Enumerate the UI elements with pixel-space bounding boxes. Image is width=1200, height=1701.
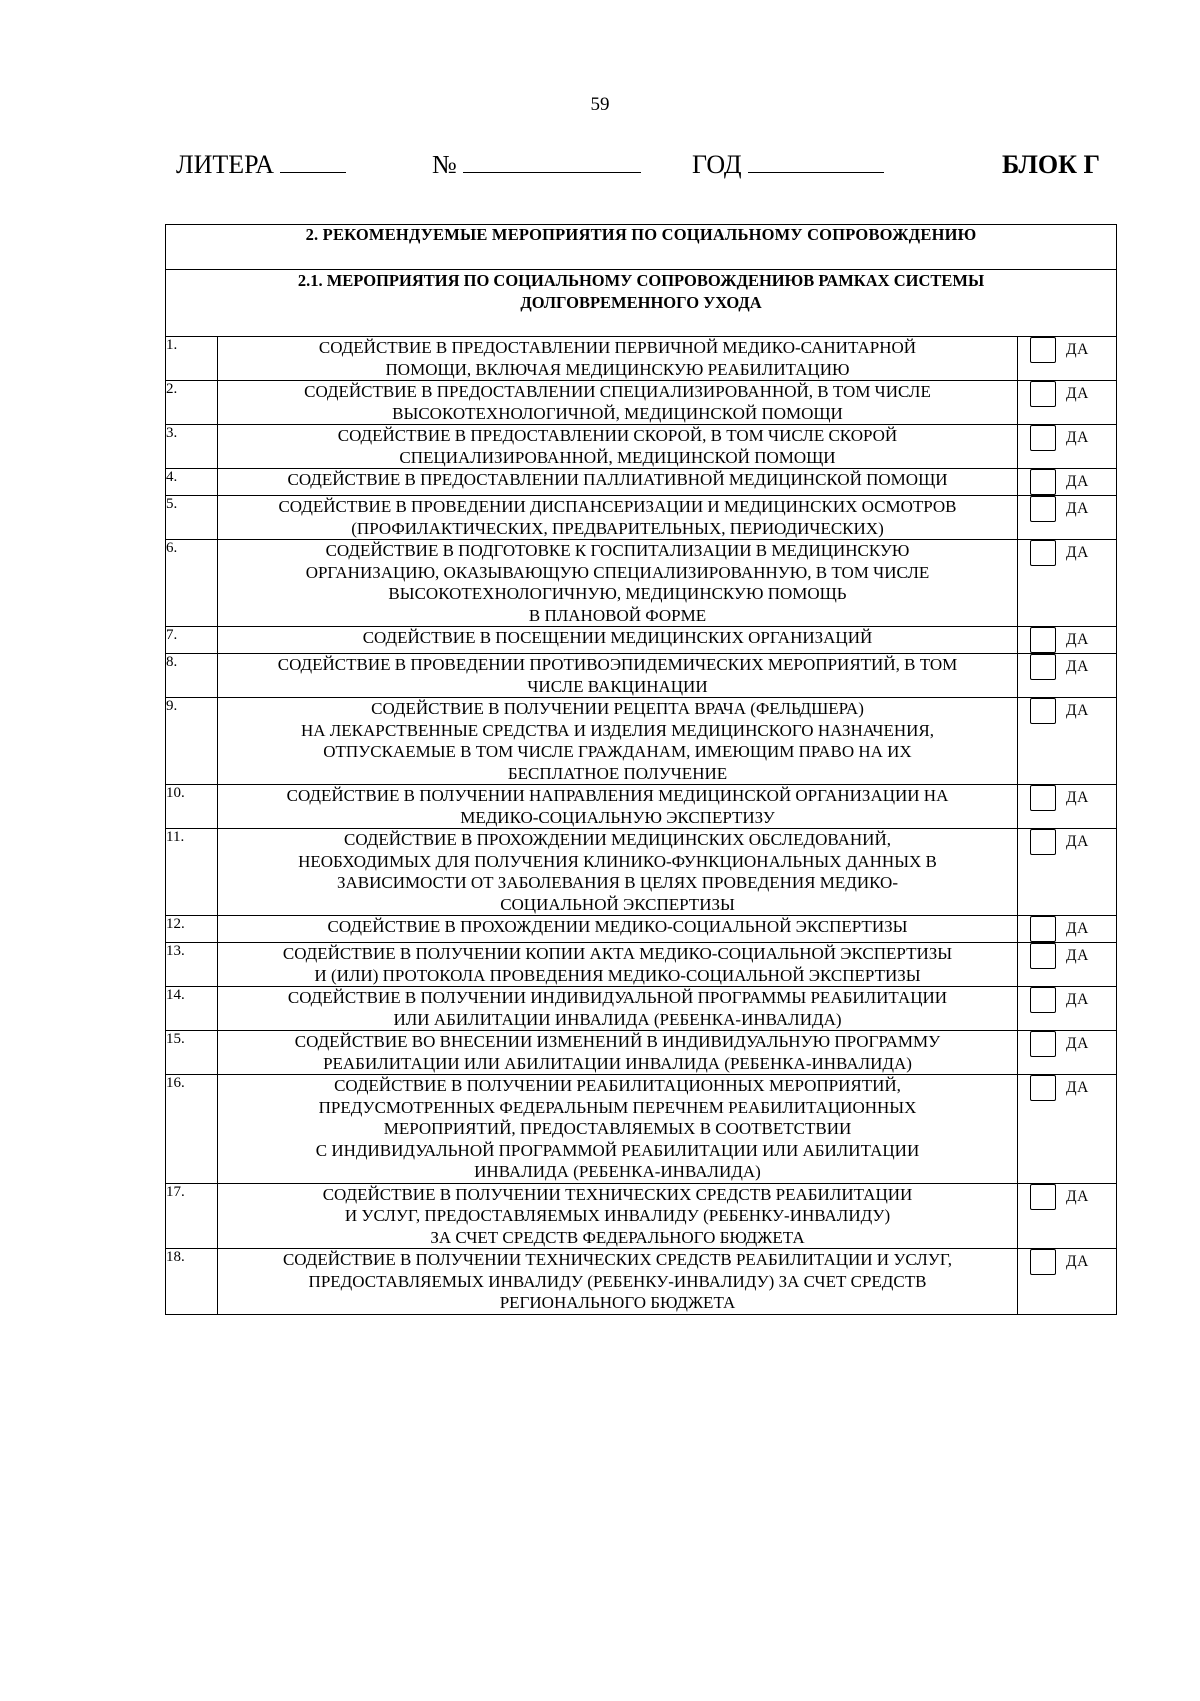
measure-description — [218, 381, 1018, 425]
table-row — [166, 943, 1117, 987]
measure-description-line: СОДЕЙСТВИЕ В ПОДГОТОВКЕ К ГОСПИТАЛИЗАЦИИ В МЕДИЦИНСКУЮ — [325, 541, 910, 560]
yes-checkbox-group[interactable] — [1018, 381, 1116, 407]
measure-description-line: СОДЕЙСТВИЕ В ПОЛУЧЕНИИ ТЕХНИЧЕСКИХ СРЕДСТВ РЕАБИЛИТАЦИИ И УСЛУГ, — [282, 1250, 953, 1269]
yes-checkbox[interactable] — [1030, 425, 1056, 451]
measure-description — [218, 425, 1018, 469]
measure-description-line: РЕГИОНАЛЬНОГО БЮДЖЕТА — [499, 1293, 736, 1312]
measure-description-line: СОЦИАЛЬНОЙ ЭКСПЕРТИЗЫ — [500, 894, 735, 914]
measure-description-line: СОДЕЙСТВИЕ В ПРЕДОСТАВЛЕНИИ ПАЛЛИАТИВНОЙ МЕДИЦИНСКОЙ ПОМОЩИ — [287, 470, 948, 489]
measure-description — [218, 337, 1018, 381]
measure-description-line: СОДЕЙСТВИЕ В ПОСЕЩЕНИИ МЕДИЦИНСКИХ ОРГАНИЗАЦИЙ — [362, 628, 873, 647]
yes-cell — [1018, 1031, 1117, 1075]
measure-description-line: ЧИСЛЕ ВАКЦИНАЦИИ — [527, 676, 708, 696]
year-label: ГОД — [692, 150, 742, 179]
measure-description — [218, 916, 1018, 943]
yes-checkbox[interactable] — [1030, 540, 1056, 566]
yes-checkbox-group[interactable] — [1018, 496, 1116, 522]
measure-description-line: СОДЕЙСТВИЕ В ПРОВЕДЕНИИ ПРОТИВОЭПИДЕМИЧЕСКИХ МЕРОПРИЯТИЙ, В ТОМ — [277, 655, 958, 674]
subsection-title-line: ДОЛГОВРЕМЕННОГО УХОДА — [520, 293, 762, 312]
yes-checkbox[interactable] — [1030, 1075, 1056, 1101]
measure-description-line: СОДЕЙСТВИЕ В ПРОХОЖДЕНИИ МЕДИКО-СОЦИАЛЬНОЙ ЭКСПЕРТИЗЫ — [327, 917, 908, 936]
row-number: 14. — [166, 987, 218, 1031]
yes-cell — [1018, 1183, 1117, 1249]
yes-label: ДА — [1066, 1187, 1089, 1205]
yes-label: ДА — [1066, 833, 1089, 850]
yes-label: ДА — [1066, 991, 1089, 1008]
litera-blank-line[interactable] — [280, 171, 346, 173]
year-field — [692, 150, 884, 180]
yes-cell — [1018, 469, 1117, 496]
yes-label: ДА — [1066, 947, 1089, 964]
row-number: 3. — [166, 425, 218, 469]
yes-checkbox-group[interactable] — [1018, 469, 1116, 495]
yes-label: ДА — [1066, 1079, 1089, 1096]
measure-description — [218, 540, 1018, 627]
measure-description-line: И УСЛУГ, ПРЕДОСТАВЛЯЕМЫХ ИНВАЛИДУ (РЕБЕНКУ-ИНВАЛИДУ) — [344, 1206, 891, 1225]
yes-label: ДА — [1066, 429, 1089, 446]
row-number: 5. — [166, 496, 218, 540]
yes-cell — [1018, 916, 1117, 943]
page-number: 59 — [590, 94, 610, 115]
yes-cell — [1018, 627, 1117, 654]
row-number: 10. — [166, 785, 218, 829]
table-row — [166, 654, 1117, 698]
measure-description-line: ВЫСОКОТЕХНОЛОГИЧНУЮ, МЕДИЦИНСКУЮ ПОМОЩЬ — [388, 584, 847, 603]
measure-description-line: ПРЕДУСМОТРЕННЫХ ФЕДЕРАЛЬНЫМ ПЕРЕЧНЕМ РЕАБИЛИТАЦИОННЫХ — [318, 1097, 917, 1117]
measure-description-line: СОДЕЙСТВИЕ В ПОЛУЧЕНИИ ИНДИВИДУАЛЬНОЙ ПРОГРАММЫ РЕАБИЛИТАЦИИ — [287, 988, 948, 1007]
row-number: 4. — [166, 469, 218, 496]
yes-label: ДА — [1066, 544, 1089, 561]
measure-description-line: ЗА СЧЕТ СРЕДСТВ ФЕДЕРАЛЬНОГО БЮДЖЕТА — [430, 1227, 805, 1247]
yes-cell — [1018, 337, 1117, 381]
yes-checkbox-group[interactable] — [1018, 654, 1116, 680]
measure-description-line: ИЛИ АБИЛИТАЦИИ ИНВАЛИДА (РЕБЕНКА-ИНВАЛИДА) — [393, 1009, 842, 1029]
yes-cell — [1018, 829, 1117, 916]
yes-checkbox[interactable] — [1030, 496, 1056, 522]
table-row — [166, 1249, 1117, 1315]
measure-description-line: (ПРОФИЛАКТИЧЕСКИХ, ПРЕДВАРИТЕЛЬНЫХ, ПЕРИОДИЧЕСКИХ) — [351, 518, 884, 538]
measure-description-line: РЕАБИЛИТАЦИИ ИЛИ АБИЛИТАЦИИ ИНВАЛИДА (РЕБЕНКА-ИНВАЛИДА) — [323, 1053, 912, 1073]
yes-cell — [1018, 381, 1117, 425]
yes-cell — [1018, 540, 1117, 627]
measure-description — [218, 654, 1018, 698]
yes-label: ДА — [1066, 631, 1089, 648]
yes-cell — [1018, 654, 1117, 698]
yes-checkbox[interactable] — [1030, 337, 1056, 363]
measure-description-line: СОДЕЙСТВИЕ В ПРЕДОСТАВЛЕНИИ СКОРОЙ, В ТОМ ЧИСЛЕ СКОРОЙ — [337, 426, 898, 445]
measure-description-line: СОДЕЙСТВИЕ В ПОЛУЧЕНИИ КОПИИ АКТА МЕДИКО-СОЦИАЛЬНОЙ ЭКСПЕРТИЗЫ — [282, 944, 953, 963]
yes-label: ДА — [1066, 920, 1089, 937]
yes-checkbox[interactable] — [1030, 829, 1056, 855]
measure-description — [218, 496, 1018, 540]
measure-description-line: ОТПУСКАЕМЫЕ В ТОМ ЧИСЛЕ ГРАЖДАНАМ, ИМЕЮЩИМ ПРАВО НА ИХ — [323, 742, 912, 761]
measure-description-line: СОДЕЙСТВИЕ В ПРЕДОСТАВЛЕНИИ СПЕЦИАЛИЗИРОВАННОЙ, В ТОМ ЧИСЛЕ — [304, 382, 931, 401]
measure-description — [218, 1075, 1018, 1184]
yes-checkbox[interactable] — [1030, 785, 1056, 811]
table-row — [166, 1075, 1117, 1184]
measure-description-line: ПОМОЩИ, ВКЛЮЧАЯ МЕДИЦИНСКУЮ РЕАБИЛИТАЦИЮ — [385, 359, 850, 379]
yes-checkbox[interactable] — [1030, 627, 1056, 653]
yes-checkbox-group[interactable] — [1018, 337, 1116, 363]
measure-description-line: ВЫСОКОТЕХНОЛОГИЧНОЙ, МЕДИЦИНСКОЙ ПОМОЩИ — [392, 403, 843, 423]
yes-cell — [1018, 987, 1117, 1031]
yes-checkbox[interactable] — [1030, 1184, 1056, 1210]
measure-description-line: СПЕЦИАЛИЗИРОВАННОЙ, МЕДИЦИНСКОЙ ПОМОЩИ — [399, 447, 836, 467]
measure-description-line: СОДЕЙСТВИЕ В ПОЛУЧЕНИИ РЕЦЕПТА ВРАЧА (ФЕЛЬДШЕРА) — [371, 699, 864, 718]
yes-checkbox-group[interactable] — [1018, 943, 1116, 969]
measure-description-line: С ИНДИВИДУАЛЬНОЙ ПРОГРАММОЙ РЕАБИЛИТАЦИИ ИЛИ АБИЛИТАЦИИ — [315, 1140, 920, 1160]
row-number: 12. — [166, 916, 218, 943]
yes-checkbox[interactable] — [1030, 1249, 1056, 1275]
yes-cell — [1018, 698, 1117, 785]
yes-cell — [1018, 425, 1117, 469]
yes-label: ДА — [1066, 341, 1089, 358]
measure-description-line: МЕДИКО-СОЦИАЛЬНУЮ ЭКСПЕРТИЗУ — [460, 807, 775, 827]
yes-checkbox-group[interactable] — [1018, 1249, 1116, 1275]
measure-description — [218, 1249, 1018, 1315]
row-number: 6. — [166, 540, 218, 627]
row-number: 1. — [166, 337, 218, 381]
measure-description — [218, 469, 1018, 496]
measure-description-line: ЗАВИСИМОСТИ ОТ ЗАБОЛЕВАНИЯ В ЦЕЛЯХ ПРОВЕДЕНИЯ МЕДИКО- — [337, 873, 898, 892]
measure-description — [218, 785, 1018, 829]
measure-description-line: ОРГАНИЗАЦИЮ, ОКАЗЫВАЮЩУЮ СПЕЦИАЛИЗИРОВАННУЮ, В ТОМ ЧИСЛЕ — [305, 562, 930, 582]
table-row — [166, 987, 1117, 1031]
yes-cell — [1018, 496, 1117, 540]
row-number: 9. — [166, 698, 218, 785]
measure-description-line: БЕСПЛАТНОЕ ПОЛУЧЕНИЕ — [507, 763, 728, 783]
measure-description — [218, 829, 1018, 916]
yes-label: ДА — [1066, 1253, 1089, 1270]
row-number: 11. — [166, 829, 218, 916]
table-row — [166, 469, 1117, 496]
yes-label: ДА — [1066, 473, 1089, 490]
year-blank-line[interactable] — [748, 171, 884, 173]
measure-description-line: СОДЕЙСТВИЕ ВО ВНЕСЕНИИ ИЗМЕНЕНИЙ В ИНДИВИДУАЛЬНУЮ ПРОГРАММУ — [294, 1032, 941, 1051]
measure-description-line: СОДЕЙСТВИЕ В ПРЕДОСТАВЛЕНИИ ПЕРВИЧНОЙ МЕДИКО-САНИТАРНОЙ — [318, 338, 917, 357]
litera-label: ЛИТЕРА — [176, 150, 275, 179]
yes-checkbox-group[interactable] — [1018, 785, 1116, 811]
yes-checkbox[interactable] — [1030, 698, 1056, 724]
subsection-row — [166, 270, 1117, 337]
yes-checkbox-group[interactable] — [1018, 916, 1116, 942]
table-row — [166, 1031, 1117, 1075]
row-number: 16. — [166, 1075, 218, 1184]
yes-checkbox[interactable] — [1030, 943, 1056, 969]
table-row — [166, 496, 1117, 540]
yes-checkbox[interactable] — [1030, 916, 1056, 942]
measure-description-line: НА ЛЕКАРСТВЕННЫЕ СРЕДСТВА И ИЗДЕЛИЯ МЕДИЦИНСКОГО НАЗНАЧЕНИЯ, — [300, 720, 935, 740]
measure-description-line: СОДЕЙСТВИЕ В ПРОВЕДЕНИИ ДИСПАНСЕРИЗАЦИИ И МЕДИЦИНСКИХ ОСМОТРОВ — [278, 497, 957, 516]
number-label: № — [432, 150, 457, 179]
table-row — [166, 425, 1117, 469]
measure-description — [218, 1031, 1018, 1075]
table-row — [166, 785, 1117, 829]
measure-description-line: СОДЕЙСТВИЕ В ПОЛУЧЕНИИ НАПРАВЛЕНИЯ МЕДИЦИНСКОЙ ОРГАНИЗАЦИИ НА — [286, 786, 949, 805]
row-number: 8. — [166, 654, 218, 698]
measure-description-line: СОДЕЙСТВИЕ В ПОЛУЧЕНИИ РЕАБИЛИТАЦИОННЫХ МЕРОПРИЯТИЙ, — [334, 1076, 901, 1095]
table-row — [166, 916, 1117, 943]
yes-label: ДА — [1066, 500, 1089, 517]
measure-description — [218, 1183, 1018, 1249]
measure-description — [218, 627, 1018, 654]
measures-table — [165, 224, 1117, 1315]
measure-description — [218, 698, 1018, 785]
yes-checkbox[interactable] — [1030, 1031, 1056, 1057]
measure-description-line: НЕОБХОДИМЫХ ДЛЯ ПОЛУЧЕНИЯ КЛИНИКО-ФУНКЦИОНАЛЬНЫХ ДАННЫХ В — [298, 851, 937, 871]
table-row — [166, 337, 1117, 381]
subsection-title — [166, 270, 1117, 337]
yes-label: ДА — [1066, 702, 1089, 719]
block-label: БЛОК Г — [1001, 150, 1100, 179]
yes-cell — [1018, 943, 1117, 987]
measure-description-line: СОДЕЙСТВИЕ В ПОЛУЧЕНИИ ТЕХНИЧЕСКИХ СРЕДСТВ РЕАБИЛИТАЦИИ — [322, 1184, 913, 1204]
yes-cell — [1018, 1075, 1117, 1184]
subsection-title-line: 2.1. МЕРОПРИЯТИЯ ПО СОЦИАЛЬНОМУ СОПРОВОЖДЕНИЮВ РАМКАХ СИСТЕМЫ — [297, 271, 985, 290]
table-row — [166, 829, 1117, 916]
section-row — [166, 225, 1117, 270]
yes-checkbox-group[interactable] — [1018, 1075, 1116, 1101]
measure-description — [218, 943, 1018, 987]
yes-checkbox[interactable] — [1030, 654, 1056, 680]
yes-checkbox[interactable] — [1030, 381, 1056, 407]
table-row — [166, 540, 1117, 627]
measure-description-line: И (ИЛИ) ПРОТОКОЛА ПРОВЕДЕНИЯ МЕДИКО-СОЦИАЛЬНОЙ ЭКСПЕРТИЗЫ — [314, 965, 921, 985]
row-number: 17. — [166, 1183, 218, 1249]
yes-checkbox-group[interactable] — [1018, 987, 1116, 1013]
measure-description-line: ИНВАЛИДА (РЕБЕНКА-ИНВАЛИДА) — [474, 1162, 761, 1181]
table-row — [166, 698, 1117, 785]
yes-checkbox-group[interactable] — [1018, 1031, 1116, 1057]
number-field — [432, 150, 641, 180]
yes-label: ДА — [1066, 789, 1089, 806]
row-number: 18. — [166, 1249, 218, 1315]
number-blank-line[interactable] — [463, 171, 641, 173]
measure-description-line: МЕРОПРИЯТИЙ, ПРЕДОСТАВЛЯЕМЫХ В СООТВЕТСТВИИ — [383, 1119, 852, 1138]
yes-cell — [1018, 785, 1117, 829]
table-row — [166, 627, 1117, 654]
row-number: 13. — [166, 943, 218, 987]
yes-checkbox[interactable] — [1030, 987, 1056, 1013]
yes-label: ДА — [1066, 1035, 1089, 1052]
yes-checkbox-group[interactable] — [1018, 829, 1116, 855]
row-number: 15. — [166, 1031, 218, 1075]
measure-description-line: ПРЕДОСТАВЛЯЕМЫХ ИНВАЛИДУ (РЕБЕНКУ-ИНВАЛИДУ) ЗА СЧЕТ СРЕДСТВ — [308, 1271, 927, 1291]
measure-description-line: СОДЕЙСТВИЕ В ПРОХОЖДЕНИИ МЕДИЦИНСКИХ ОБСЛЕДОВАНИЙ, — [344, 830, 891, 849]
litera-field — [176, 150, 346, 180]
yes-checkbox[interactable] — [1030, 469, 1056, 495]
yes-label: ДА — [1066, 385, 1089, 402]
yes-checkbox-group[interactable] — [1018, 627, 1116, 653]
yes-cell — [1018, 1249, 1117, 1315]
yes-checkbox-group[interactable] — [1018, 698, 1116, 724]
yes-label: ДА — [1066, 658, 1089, 675]
form-header — [0, 150, 1200, 190]
measure-description — [218, 987, 1018, 1031]
row-number: 2. — [166, 381, 218, 425]
yes-checkbox-group[interactable] — [1018, 540, 1116, 566]
yes-checkbox-group[interactable] — [1018, 425, 1116, 451]
row-number: 7. — [166, 627, 218, 654]
yes-checkbox-group[interactable] — [1018, 1184, 1116, 1210]
section-title: 2. РЕКОМЕНДУЕМЫЕ МЕРОПРИЯТИЯ ПО СОЦИАЛЬНОМУ СОПРОВОЖДЕНИЮ — [166, 225, 1117, 270]
table-row — [166, 1183, 1117, 1249]
table-row — [166, 381, 1117, 425]
measure-description-line: В ПЛАНОВОЙ ФОРМЕ — [528, 605, 707, 625]
